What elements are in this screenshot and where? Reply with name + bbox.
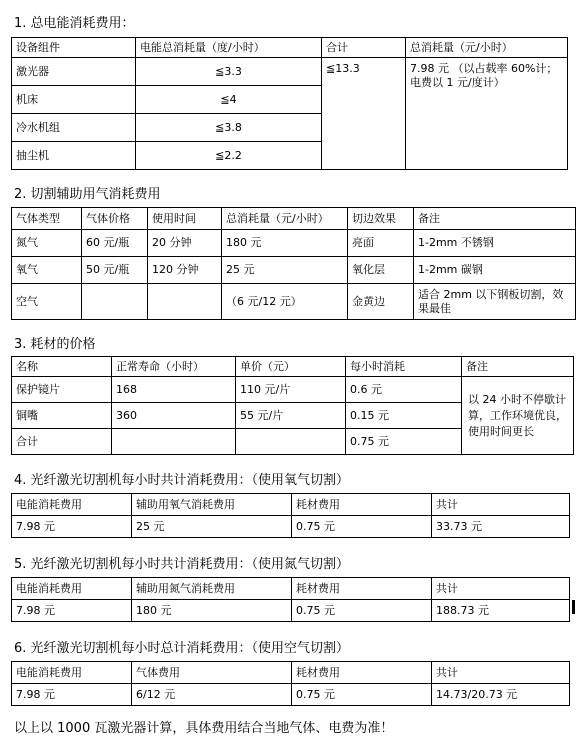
header-cell: 共计: [432, 494, 570, 516]
section-3-title: 3. 耗材的价格: [14, 337, 96, 352]
header-cell: 电能消耗费用: [12, 494, 132, 516]
header-cell: 正常寿命（小时）: [112, 357, 236, 377]
header-cell: 单价（元）: [236, 357, 346, 377]
table-cell: 110 元/片: [236, 377, 346, 403]
section-2-title: 2. 切割辅助用气消耗费用: [14, 187, 161, 202]
component-consumption: ≦2.2: [136, 142, 322, 170]
table-cell: 0.15 元: [346, 403, 462, 429]
edge-marker: [572, 600, 575, 614]
table-cell: 亮面: [348, 230, 414, 257]
header-cell: 共计: [432, 662, 570, 684]
component-name: 激光器: [12, 58, 136, 86]
table-cell: 25 元: [132, 516, 292, 538]
footer-note: 以上以 1000 瓦激光器计算，具体费用结合当地气体、电费为准！: [14, 721, 394, 736]
component-name: 抽尘机: [12, 142, 136, 170]
section-6-title: 6. 光纤激光切割机每小时总计消耗费用：（使用空气切割）: [14, 641, 350, 656]
table-cell: 保护镜片: [12, 377, 112, 403]
table-cell: 60 元/瓶: [82, 230, 148, 257]
table-cell: 168: [112, 377, 236, 403]
table-cell: 铜嘴: [12, 403, 112, 429]
section-1-title: 1. 总电能消耗费用：: [14, 16, 135, 31]
header-cell: 气体费用: [132, 662, 292, 684]
header-cell: 备注: [414, 208, 576, 230]
header-cell: 气体类型: [12, 208, 82, 230]
header-cell: 辅助用氮气消耗费用: [132, 578, 292, 600]
component-consumption: ≦3.8: [136, 114, 322, 142]
consumables-note: 以 24 小时不停歇计算，工作环境优良，使用时间更长: [462, 377, 574, 455]
consumables-table: [11, 356, 574, 455]
table-cell: 氧气: [12, 257, 82, 284]
oxygen-total-table: [11, 493, 570, 538]
component-consumption: ≦3.3: [136, 58, 322, 86]
header-cell: 名称: [12, 357, 112, 377]
table-cell: 180 元: [222, 230, 348, 257]
air-total-table: [11, 661, 570, 706]
header-cell: 总消耗量（元/小时）: [406, 38, 568, 58]
table-cell: 合计: [12, 429, 112, 455]
table-cell: 0.75 元: [292, 600, 432, 622]
header-cell: 耗材费用: [292, 578, 432, 600]
table-cell: 20 分钟: [148, 230, 222, 257]
table-cell: 14.73/20.73 元: [432, 684, 570, 706]
header-cell: 总消耗量（元/小时）: [222, 208, 348, 230]
table-cell: 7.98 元: [12, 600, 132, 622]
table-cell: 0.6 元: [346, 377, 462, 403]
table-cell: [82, 284, 148, 320]
component-consumption: ≦4: [136, 86, 322, 114]
header-cell: 备注: [462, 357, 574, 377]
table-cell: 空气: [12, 284, 82, 320]
table-cell: 氮气: [12, 230, 82, 257]
component-name: 机床: [12, 86, 136, 114]
header-cell: 耗材费用: [292, 662, 432, 684]
gas-cost-table: [11, 207, 576, 320]
table-cell: [112, 429, 236, 455]
total-consumption: ≦13.3: [322, 58, 406, 170]
nitrogen-total-table: [11, 577, 570, 622]
header-cell: 电能消耗费用: [12, 662, 132, 684]
header-cell: 使用时间: [148, 208, 222, 230]
header-cell: 切边效果: [348, 208, 414, 230]
table-cell: （6 元/12 元）: [222, 284, 348, 320]
component-name: 冷水机组: [12, 114, 136, 142]
table-cell: 7.98 元: [12, 516, 132, 538]
table-cell: 金黄边: [348, 284, 414, 320]
table-cell: 1-2mm 不锈钢: [414, 230, 576, 257]
table-cell: 0.75 元: [292, 684, 432, 706]
table-cell: 25 元: [222, 257, 348, 284]
header-cell: 每小时消耗: [346, 357, 462, 377]
table-cell: [236, 429, 346, 455]
table-cell: 33.73 元: [432, 516, 570, 538]
header-cell: 合计: [322, 38, 406, 58]
header-cell: 设备组件: [12, 38, 136, 58]
table-cell: 适合 2mm 以下钢板切割，效果最佳: [414, 284, 576, 320]
header-cell: 耗材费用: [292, 494, 432, 516]
total-cost: 7.98 元 （以占载率 60%计；电费以 1 元/度计）: [406, 58, 568, 170]
header-cell: 气体价格: [82, 208, 148, 230]
header-cell: 辅助用氧气消耗费用: [132, 494, 292, 516]
header-cell: 电能消耗费用: [12, 578, 132, 600]
table-cell: 188.73 元: [432, 600, 570, 622]
table-cell: 氧化层: [348, 257, 414, 284]
section-5-title: 5. 光纤激光切割机每小时共计消耗费用：（使用氮气切割）: [14, 557, 350, 572]
header-cell: 电能总消耗量（度/小时）: [136, 38, 322, 58]
table-cell: 180 元: [132, 600, 292, 622]
header-cell: 共计: [432, 578, 570, 600]
table-cell: 55 元/片: [236, 403, 346, 429]
table-cell: 360: [112, 403, 236, 429]
table-cell: 7.98 元: [12, 684, 132, 706]
table-cell: 1-2mm 碳钢: [414, 257, 576, 284]
table-cell: 0.75 元: [346, 429, 462, 455]
table-cell: 120 分钟: [148, 257, 222, 284]
table-cell: 6/12 元: [132, 684, 292, 706]
table-cell: 50 元/瓶: [82, 257, 148, 284]
electricity-cost-table: [11, 37, 568, 170]
table-cell: [148, 284, 222, 320]
table-cell: 0.75 元: [292, 516, 432, 538]
section-4-title: 4. 光纤激光切割机每小时共计消耗费用：（使用氧气切割）: [14, 473, 350, 488]
